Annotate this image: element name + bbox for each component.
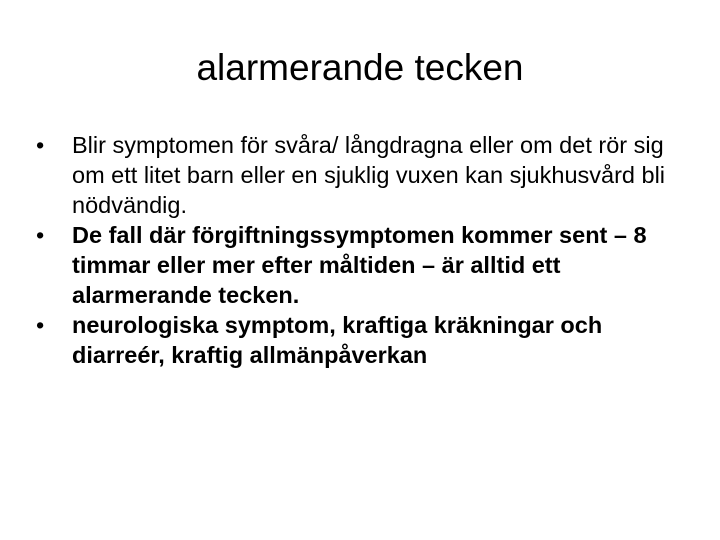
bullet-item-severe-symptoms bbox=[36, 130, 686, 220]
bullet-text: De fall där förgiftningssymptomen kommer sent – 8 timmar eller mer efter måltiden – är alltid ett alarmerande tecken. bbox=[72, 222, 647, 308]
bullet-item-neurological-symptoms bbox=[36, 310, 686, 370]
bullet-marker: • bbox=[36, 222, 45, 248]
bullet-text: Blir symptomen för svåra/ långdragna eller om det rör sig om ett litet barn eller en sjuklig vuxen kan sjukhusvård bli nödvändig. bbox=[72, 132, 666, 218]
slide-title: alarmerande tecken bbox=[196, 47, 524, 88]
bullet-list bbox=[36, 130, 686, 370]
bullet-item-late-symptoms bbox=[36, 220, 686, 310]
bullet-marker: • bbox=[36, 132, 45, 158]
bullet-marker: • bbox=[36, 312, 45, 338]
bullet-text: neurologiska symptom, kraftiga kräkningar och diarreér, kraftig allmänpåverkan bbox=[72, 312, 603, 368]
